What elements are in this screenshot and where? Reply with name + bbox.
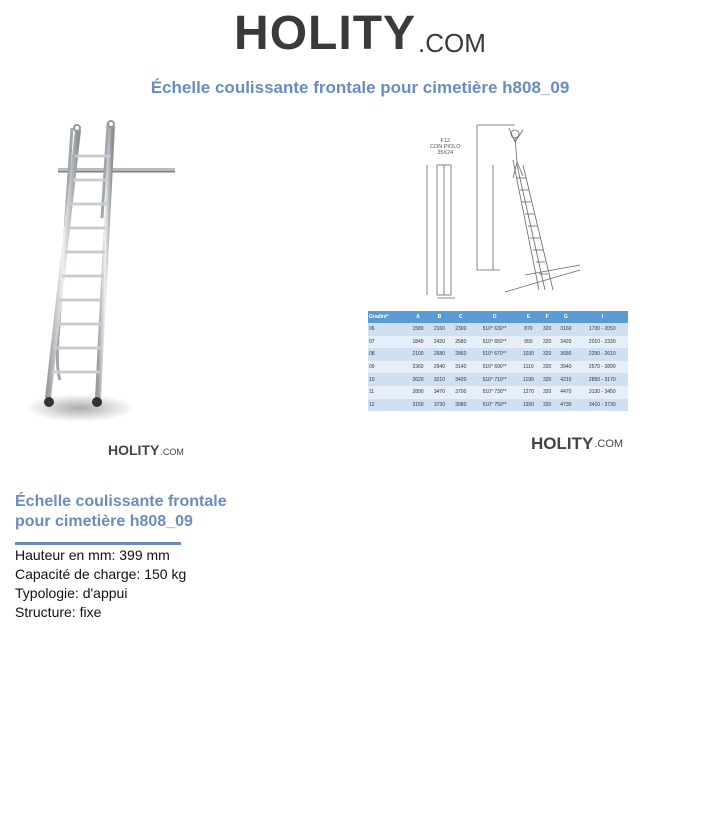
table-cell: 2860 bbox=[450, 348, 471, 361]
table-cell: 3210 bbox=[429, 373, 450, 386]
table-cell: 510° 670°* bbox=[472, 348, 518, 361]
table-cell: 1580 bbox=[407, 323, 428, 336]
spec-item: Capacité de charge: 150 kg bbox=[15, 566, 187, 582]
table-cell: 2360 bbox=[407, 361, 428, 374]
table-header-cell: Gradini* bbox=[368, 311, 407, 323]
table-header-cell: F bbox=[539, 311, 555, 323]
table-row bbox=[368, 386, 628, 399]
drawing-note bbox=[430, 138, 461, 156]
photo-holity-logo bbox=[108, 442, 184, 460]
table-cell: 3420 bbox=[450, 373, 471, 386]
product-heading: Échelle coulissante frontale pour cimetière h808_09 bbox=[15, 493, 227, 530]
table-cell: 2290 - 2610 bbox=[577, 348, 628, 361]
table-header-cell: A bbox=[407, 311, 428, 323]
table-cell: 3130 - 3450 bbox=[577, 386, 628, 399]
table-cell: 3150 bbox=[407, 399, 428, 412]
table-cell: 2680 bbox=[429, 348, 450, 361]
table-cell: 320 bbox=[539, 386, 555, 399]
spec-item: Typologie: d'appui bbox=[15, 585, 128, 601]
table-cell: 3980 bbox=[450, 399, 471, 412]
table-cell: 3680 bbox=[555, 348, 576, 361]
table-cell: 07 bbox=[368, 336, 407, 349]
drawing-note-line: 35X24 bbox=[437, 150, 454, 156]
table-cell: 1190 bbox=[518, 373, 539, 386]
table-cell: 09 bbox=[368, 361, 407, 374]
ladder-photo bbox=[20, 118, 200, 428]
table-cell: 510° 650°* bbox=[472, 336, 518, 349]
site-header bbox=[0, 8, 720, 60]
table-cell: 950 bbox=[518, 336, 539, 349]
table-cell: 3700 bbox=[450, 386, 471, 399]
table-cell: 08 bbox=[368, 348, 407, 361]
logo-suffix-text: .COM bbox=[418, 28, 486, 58]
table-cell: 1840 bbox=[407, 336, 428, 349]
table-cell: 2010 - 2330 bbox=[577, 336, 628, 349]
table-header-cell: G bbox=[555, 311, 576, 323]
table-cell: 320 bbox=[539, 348, 555, 361]
product-specs bbox=[15, 546, 186, 622]
table-cell: 320 bbox=[539, 361, 555, 374]
table-cell: 11 bbox=[368, 386, 407, 399]
table-cell: 2580 bbox=[450, 336, 471, 349]
table-header-cell: B bbox=[429, 311, 450, 323]
table-cell: 510° 750°* bbox=[472, 399, 518, 412]
table-cell: 1350 bbox=[518, 399, 539, 412]
table-cell: 3140 bbox=[450, 361, 471, 374]
table-cell: 4470 bbox=[555, 386, 576, 399]
table-cell: 3730 bbox=[429, 399, 450, 412]
table-cell: 3470 bbox=[429, 386, 450, 399]
table-header-row bbox=[368, 311, 628, 323]
table-header-cell: D bbox=[472, 311, 518, 323]
table-row bbox=[368, 348, 628, 361]
table-row bbox=[368, 361, 628, 374]
page-title: Échelle coulissante frontale pour cimetière h808_09 bbox=[150, 78, 570, 97]
table-row bbox=[368, 336, 628, 349]
table-cell: 2620 bbox=[407, 373, 428, 386]
table-cell: 320 bbox=[539, 373, 555, 386]
table-cell: 2890 bbox=[407, 386, 428, 399]
holity-logo[interactable] bbox=[234, 8, 486, 60]
table-cell: 510° 690°* bbox=[472, 361, 518, 374]
table-cell: 10 bbox=[368, 373, 407, 386]
table-cell: 06 bbox=[368, 323, 407, 336]
table-cell: 3940 bbox=[555, 361, 576, 374]
spec-item: Structure: fixe bbox=[15, 604, 102, 620]
drawing-note-line: CON PIOLO bbox=[430, 144, 461, 150]
table-cell: 870 bbox=[518, 323, 539, 336]
table-cell: 4210 bbox=[555, 373, 576, 386]
table-cell: 3160 bbox=[555, 323, 576, 336]
table-cell: 2160 bbox=[429, 323, 450, 336]
diagram-holity-logo bbox=[531, 436, 623, 454]
table-body bbox=[368, 323, 628, 411]
table-row bbox=[368, 323, 628, 336]
table-cell: 2420 bbox=[429, 336, 450, 349]
table-cell: 320 bbox=[539, 399, 555, 412]
table-row bbox=[368, 399, 628, 412]
table-cell: 1730 - 2050 bbox=[577, 323, 628, 336]
drawing-note-line: F12 bbox=[440, 138, 451, 144]
table-row bbox=[368, 373, 628, 386]
table-header-cell: C bbox=[450, 311, 471, 323]
table-header-cell: E bbox=[518, 311, 539, 323]
table-cell: 320 bbox=[539, 323, 555, 336]
table-cell: 510° 730°* bbox=[472, 386, 518, 399]
table-header-cell: I bbox=[577, 311, 628, 323]
diagram-logo-suffix: .COM bbox=[594, 438, 624, 450]
table-cell: 510° 630°* bbox=[472, 323, 518, 336]
table-cell: 2100 bbox=[407, 348, 428, 361]
spec-item: Hauteur en mm: 399 mm bbox=[15, 547, 170, 563]
table-cell: 1110 bbox=[518, 361, 539, 374]
table-cell: 2940 bbox=[429, 361, 450, 374]
table-cell: 12 bbox=[368, 399, 407, 412]
table-cell: 4730 bbox=[555, 399, 576, 412]
table-cell: 2850 - 3170 bbox=[577, 373, 628, 386]
diagram-logo-main: HOLITY bbox=[531, 434, 594, 453]
table-cell: 320 bbox=[539, 336, 555, 349]
table-cell: 510° 710°* bbox=[472, 373, 518, 386]
table-cell: 3410 - 3730 bbox=[577, 399, 628, 412]
table-cell: 1270 bbox=[518, 386, 539, 399]
photo-logo-suffix: .COM bbox=[160, 447, 184, 457]
table-cell: 1030 bbox=[518, 348, 539, 361]
table-cell: 2300 bbox=[450, 323, 471, 336]
dimensions-table bbox=[368, 311, 628, 411]
table-cell: 3420 bbox=[555, 336, 576, 349]
heading-divider bbox=[15, 542, 181, 545]
photo-logo-main: HOLITY bbox=[108, 442, 160, 458]
table-cell: 2570 - 2890 bbox=[577, 361, 628, 374]
logo-main-text: HOLITY bbox=[234, 7, 417, 60]
